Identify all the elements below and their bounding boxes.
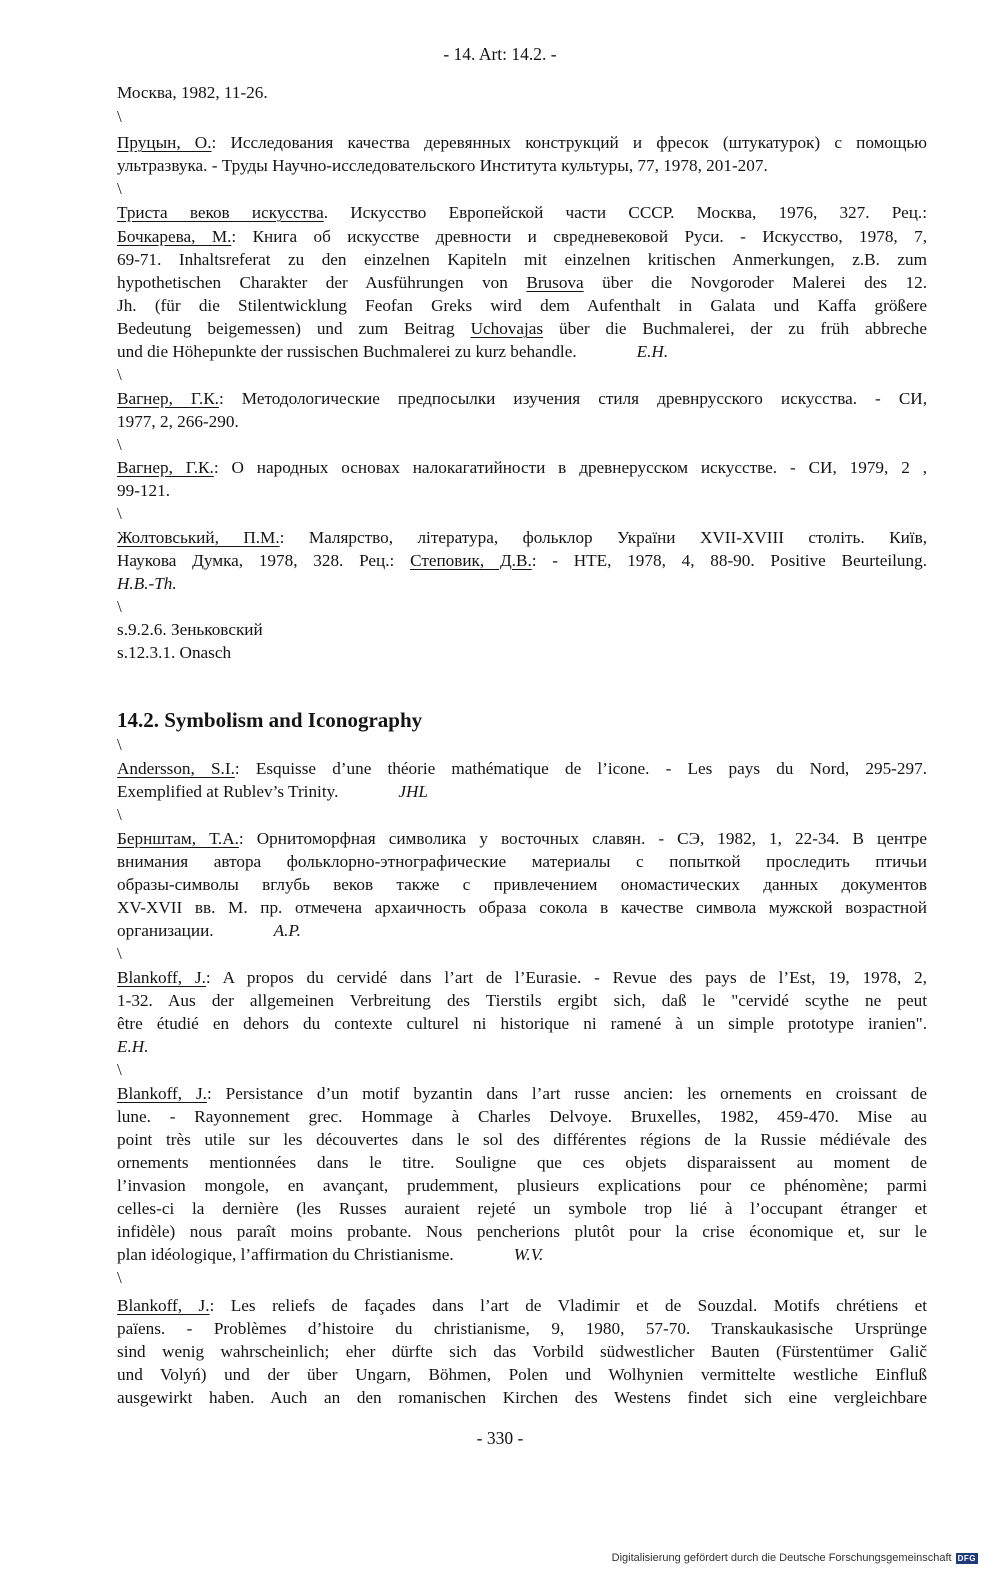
entry-line: 69-71. Inhaltsreferat zu den einzelnen Kapiteln mit einzelnen kritischen Anmerkungen, z.B. zum — [117, 250, 927, 269]
entry-line: sind wenig wahrscheinlich; eher dürfte sich das Vorbild südwestlicher Bauten (Fürstentümer Galič — [117, 1342, 927, 1361]
entry-line — [117, 343, 668, 360]
entry-separator: \ — [117, 944, 122, 963]
reviewer-initials: E.H. — [117, 1037, 149, 1056]
cited-author[interactable]: Uchovajas — [470, 319, 544, 338]
section-heading: 14.2. Symbolism and Iconography — [117, 708, 423, 732]
author-name[interactable]: Blankoff, J. — [117, 1084, 207, 1103]
entry-line: ausgewirkt haben. Auch an den romanischen Kirchen des Westens findet sich eine vergleichbare — [117, 1388, 927, 1407]
digitization-text: Digitalisierung gefördert durch die Deutsche Forschungsgemeinschaft — [611, 1552, 952, 1564]
entry-text: : Persistance d’un motif byzantin dans l’art russe ancien: les ornements en croissant de — [206, 1084, 927, 1103]
entry-line: celles-ci la dernière (les Russes auraient rejeté un symbole trop lié à l’occupant étranger et — [117, 1199, 927, 1218]
entry-line — [117, 274, 927, 291]
reviewer-name[interactable]: Бочкарева, М. — [117, 227, 232, 246]
bib-entry-bernshtam — [117, 830, 927, 847]
entry-separator: \ — [117, 597, 122, 616]
reviewer-name[interactable]: Степовик, Д.В. — [410, 551, 532, 570]
entry-separator: \ — [117, 435, 122, 454]
entry-separator: \ — [117, 107, 122, 126]
bib-entry-blankoff-1 — [117, 969, 927, 986]
author-name[interactable]: Blankoff, J. — [117, 1296, 210, 1315]
running-head: - 14. Art: 14.2. - — [443, 44, 557, 64]
entry-separator: \ — [117, 1268, 122, 1287]
entry-line: внимания автора фольклорно-этнографические материалы с попыткой проследить птичьи — [117, 852, 927, 871]
entry-text: über die Novgoroder Malerei des 12. — [583, 273, 927, 292]
entry-line — [117, 1246, 543, 1263]
bib-entry-zholtovskyi — [117, 529, 927, 546]
entry-line: образы-символы вглубь веков также с привлечением ономастических данных документов — [117, 875, 927, 894]
entry-separator: \ — [117, 365, 122, 384]
book-title[interactable]: Триста веков искусства — [117, 203, 324, 222]
entry-text: : Исследования качества деревянных конструкций и фресок (штукатурок) с помощью — [211, 133, 927, 152]
entry-text: : Методологические предпосылки изучения стиля древнрусского искусства. - СИ, — [218, 389, 927, 408]
entry-line — [117, 320, 927, 337]
entry-line: und Volyń) und der über Ungarn, Böhmen, Polen und Wolhynien vermittelte westliche Einfluß — [117, 1365, 927, 1384]
entry-separator: \ — [117, 504, 122, 523]
entry-text: : Esquisse d’une théorie mathématique de l’icone. - Les pays du Nord, 295-297. — [234, 759, 927, 778]
entry-text: . Искусство Европейской части СССР. Москва, 1976, 327. Рец.: — [323, 203, 927, 222]
digitization-note — [612, 1552, 978, 1564]
entry-continuation: Москва, 1982, 11-26. — [117, 83, 268, 102]
entry-text: plan idéologique, l’affirmation du Christianisme. — [117, 1245, 454, 1264]
entry-text: : Книга об искусстве древности и свредневековой Руси. - Искусство, 1978, 7, — [231, 227, 927, 246]
entry-text: организации. — [117, 921, 214, 940]
entry-separator: \ — [117, 179, 122, 198]
entry-text: : Орнитоморфная символика у восточных славян. - СЭ, 1982, 1, 22-34. В центре — [238, 829, 927, 848]
dfg-logo-icon: DFG — [957, 1553, 976, 1563]
page-number: - 330 - — [476, 1428, 524, 1448]
entry-separator: \ — [117, 1060, 122, 1079]
entry-line: ультразвука. - Труды Научно-исследовательского Института культуры, 77, 1978, 201-207. — [117, 156, 768, 175]
bib-entry-blankoff-2 — [117, 1085, 927, 1102]
author-name[interactable]: Вагнер, Г.К. — [117, 389, 219, 408]
author-name[interactable]: Blankoff, J. — [117, 968, 206, 987]
entry-separator: \ — [117, 735, 122, 754]
entry-line: 99-121. — [117, 481, 170, 500]
entry-text: Наукова Думка, 1978, 328. Рец.: — [117, 551, 411, 570]
bib-entry-vagner-2 — [117, 459, 927, 476]
bib-entry-vagner-1 — [117, 390, 927, 407]
entry-text: : О народных основах налокагатийности в древнерусском искусстве. - СИ, 1979, 2 , — [213, 458, 927, 477]
entry-line: ornements mentionnées dans le titre. Souligne que ces objets disparaissent au moment de — [117, 1153, 927, 1172]
author-name[interactable]: Жолтовський, П.М. — [117, 528, 280, 547]
entry-line — [117, 552, 927, 569]
author-name[interactable]: Вагнер, Г.К. — [117, 458, 214, 477]
entry-text: : Les reliefs de façades dans l’art de Vladimir et de Souzdal. Motifs chrétiens et — [209, 1296, 927, 1315]
reviewer-initials: E.H. — [636, 342, 669, 361]
entry-separator: \ — [117, 805, 122, 824]
entry-text: Bedeutung beigemessen) und zum Beitrag — [117, 319, 471, 338]
reviewer-initials: JHL — [398, 782, 428, 801]
entry-line: 1977, 2, 266-290. — [117, 412, 239, 431]
entry-text: : Малярство, література, фольклор України XVII-XVIII століть. Київ, — [279, 528, 927, 547]
entry-line: l’invasion mongole, en avançant, prudemment, plusieurs explications pour ce phénomène; parmi — [117, 1176, 927, 1195]
entry-line: lune. - Rayonnement grec. Hommage à Charles Delvoye. Bruxelles, 1982, 459-470. Mise au — [117, 1107, 927, 1126]
entry-line: XV-XVII вв. М. пр. отмечена архаичность образа сокола в качестве символа мужской возрастной — [117, 898, 927, 917]
bib-entry-trista-vekov — [117, 204, 927, 221]
entry-text: über die Buchmalerei, der zu früh abbreche — [543, 319, 928, 338]
reviewer-initials: H.B.-Th. — [117, 574, 177, 593]
author-name[interactable]: Andersson, S.I. — [117, 759, 235, 778]
reviewer-initials: A.P. — [273, 921, 301, 940]
reviewer-initials: W.V. — [513, 1245, 544, 1264]
entry-line: païens. - Problèmes d’histoire du christianisme, 9, 1980, 57-70. Transkaukasische Ursprünge — [117, 1319, 927, 1338]
entry-text: : - НТЕ, 1978, 4, 88-90. Positive Beurteilung. — [531, 551, 927, 570]
entry-line — [117, 228, 927, 245]
cross-reference[interactable]: s.12.3.1. Onasch — [117, 643, 232, 662]
cross-reference[interactable]: s.9.2.6. Зеньковский — [117, 620, 263, 639]
entry-line: être étudié en dehors du contexte culturel ni historique ni ramené à un simple prototype iranien". — [117, 1014, 927, 1033]
entry-text: und die Höhepunkte der russischen Buchmalerei zu kurz behandle. — [117, 342, 577, 361]
entry-line — [117, 922, 301, 939]
entry-line: infidèle) nous paraît moins probante. Nous pencherions plutôt pour la crise économique et, sur le — [117, 1222, 927, 1241]
entry-text: : A propos du cervidé dans l’art de l’Eurasie. - Revue des pays de l’Est, 19, 1978, 2, — [205, 968, 927, 987]
entry-line: Jh. (für die Stilentwicklung Feofan Greks wird dem Aufenthalt in Galata und Kaffa größere — [117, 296, 927, 315]
author-name[interactable]: Пруцын, О. — [117, 133, 212, 152]
entry-line: point très utile sur les découvertes dans le sol des différentes régions de la Russie médiévale des — [117, 1130, 927, 1149]
entry-text: hypothetischen Charakter der Ausführungen von — [117, 273, 527, 292]
cited-author[interactable]: Brusova — [526, 273, 584, 292]
bib-entry-blankoff-3 — [117, 1297, 927, 1314]
bib-entry-andersson — [117, 760, 927, 777]
bib-entry-prutsyn — [117, 134, 927, 151]
entry-text: Exemplified at Rublev’s Trinity. — [117, 782, 339, 801]
author-name[interactable]: Бернштам, Т.А. — [117, 829, 239, 848]
entry-line: 1-32. Aus der allgemeinen Verbreitung des Tierstils ergibt sich, daß le "cervidé scythe ne peut — [117, 991, 927, 1010]
entry-line — [117, 783, 428, 800]
